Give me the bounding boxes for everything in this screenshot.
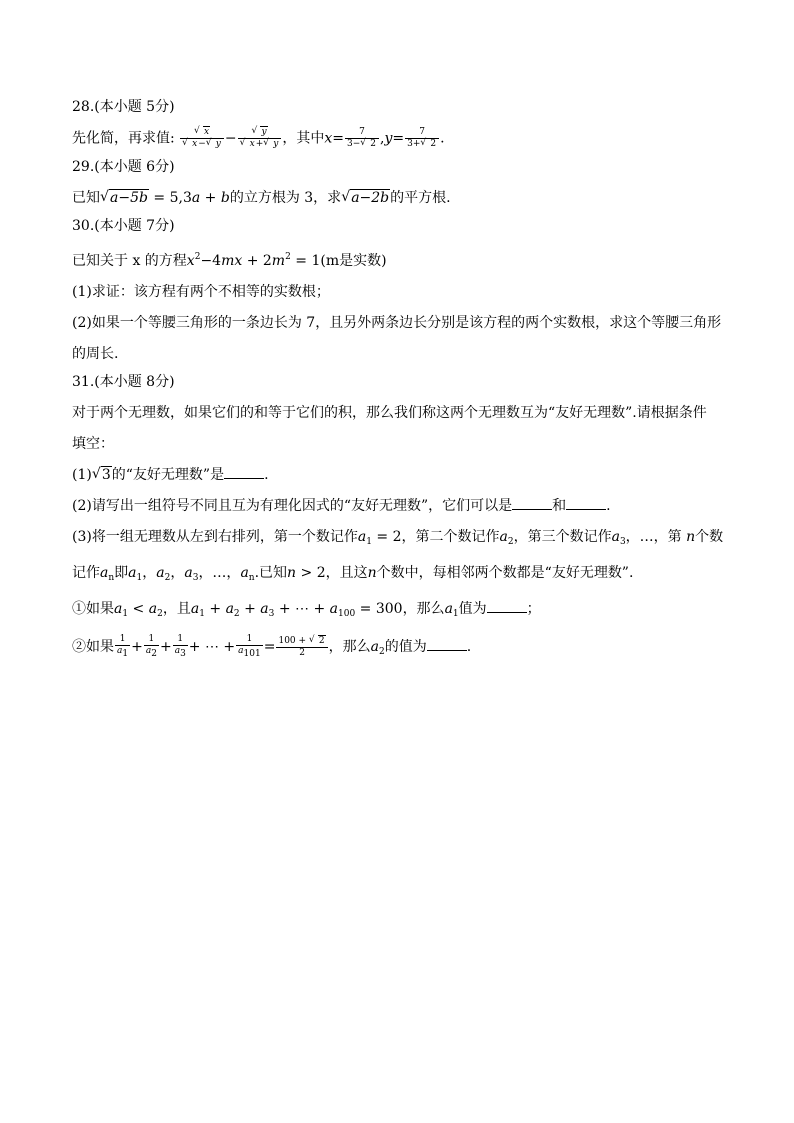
q28-y-value: $\frac{7}{3+√ 2}$ <box>405 127 439 150</box>
q28-frac1: √ x √ x−√ y <box>180 127 224 150</box>
q28-prompt: 先化简，再求值: √ x √ x−√ y − √ y √ x+√ y ，其中x= $\frac{7}{3-√ 2}$ ,y= $\frac{7}{3+√ 2}$ . <box>72 127 722 150</box>
q29-text: 已知√ a−5b = 5,3a + b的立方根为 3，求√ a−2b的平方根. <box>72 187 722 209</box>
answer-blank-2b[interactable] <box>566 495 606 510</box>
answer-blank-3a[interactable] <box>487 598 527 613</box>
q31-case1: ①如果$a_1 < a_2$，且$a_1 + a_2 + a_3$ + ⋯ + $a_{100} = 300$，那么$a_1$值为 ； <box>72 598 722 625</box>
q30-part1: (1)求证：该方程有两个不相等的实数根； <box>72 284 330 300</box>
q31-part3-line1: (3)将一组无理数从左到右排列，第一个数记作$a_1 = 2$，第二个数记作$a_2$，第三个数记作$a_3$，…，第 n个数 <box>72 529 724 547</box>
q31-intro-line1: 对于两个无理数，如果它们的和等于它们的积，那么我们称这两个无理数互为“友好无理数”.请根据条件 <box>72 405 707 421</box>
q28-header: 28.(本小题 5分) <box>72 99 175 115</box>
q30-header: 30.(本小题 7分) <box>72 218 175 234</box>
exam-page <box>72 96 722 663</box>
answer-blank-1[interactable] <box>224 464 264 479</box>
q31-header: 31.(本小题 8分) <box>72 374 175 390</box>
q30-part2-line2: 的周长. <box>72 346 119 362</box>
q29-header: 29.(本小题 6分) <box>72 159 175 175</box>
q30-part2-line1: (2)如果一个等腰三角形的一条边长为 7，且另外两条边长分别是该方程的两个实数根，求这个等腰三角形 <box>72 315 722 331</box>
q31-case2: ②如果 $\frac{1}{a1}$ + $\frac{1}{a2}$ + $\frac{1}{a3}$ + ⋯ + $\frac{1}{a101}$ = $\frac{100 + √ 2}{2}$ ，那么$a_2$的值为 . <box>72 634 722 663</box>
answer-blank-2a[interactable] <box>512 495 552 510</box>
q31-part1: (1)√ 3的“友好无理数”是 . <box>72 464 722 486</box>
answer-blank-3b[interactable] <box>427 636 467 651</box>
q31-intro-line2: 填空： <box>72 436 114 452</box>
q28-frac2: √ y √ x+√ y <box>238 127 282 150</box>
q31-part2: (2)请写出一组符号不同且互为有理化因式的“友好无理数”，它们可以是 和 . <box>72 495 722 517</box>
q28-x-value: $\frac{7}{3-√ 2}$ <box>345 127 379 150</box>
q31-part3-line2: 记作$a_n$即$a_1$，$a_2$，$a_3$，…，$a_n$.已知n > 2，且这n个数中，每相邻两个数都是“友好无理数”. <box>72 565 634 583</box>
q30-intro: 已知关于 x 的方程$x^2-4mx + 2m^2 = 1(m$是实数) <box>72 252 387 269</box>
